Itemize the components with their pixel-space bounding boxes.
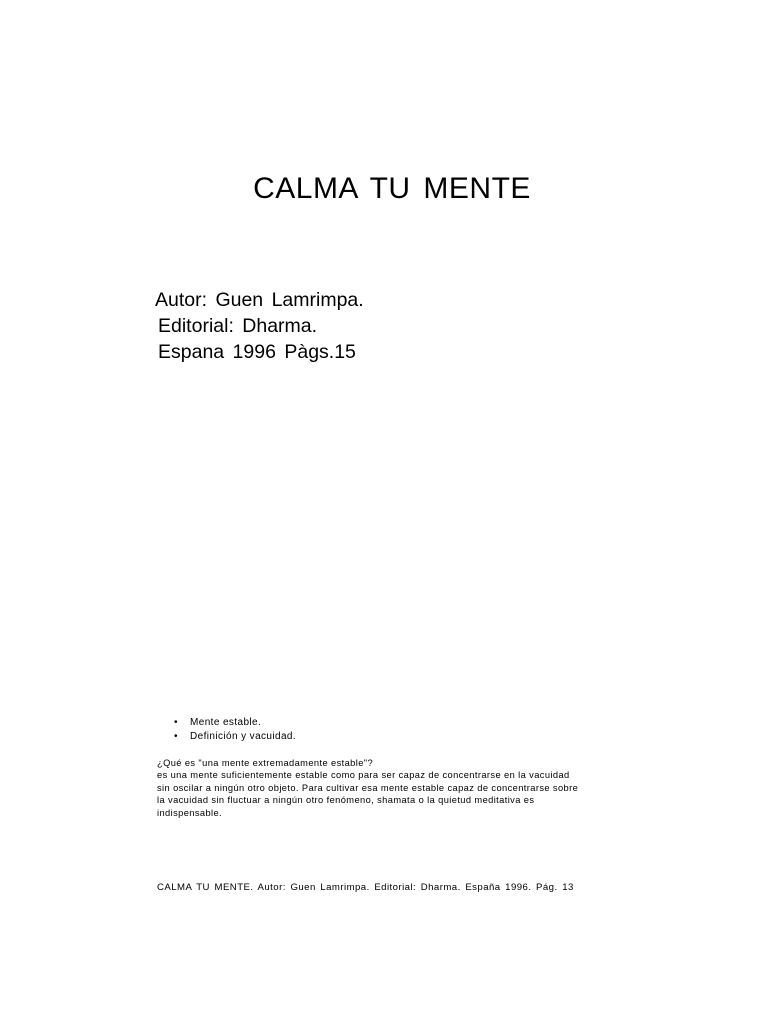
- list-item: [174, 730, 296, 744]
- publisher-line: Editorial: Dharma.: [158, 315, 318, 337]
- bullet-icon: •: [174, 731, 178, 742]
- author-line: Autor: Guen Lamrimpa.: [155, 289, 364, 311]
- list-item-text: Definición y vacuidad.: [190, 731, 297, 742]
- bullet-list: [174, 716, 296, 744]
- list-item: [174, 716, 296, 730]
- edition-line: Espana 1996 Pàgs.15: [158, 341, 356, 363]
- body-line: indispensable.: [157, 807, 223, 818]
- question-line: ¿Qué es "una mente extremadamente estable"?: [157, 758, 374, 768]
- document-title: CALMA TU MENTE: [253, 172, 531, 205]
- list-item-text: Mente estable.: [190, 717, 262, 728]
- body-line: sin oscilar a ningún otro objeto. Para cultivar esa mente estable capaz de concentrarse sobre: [157, 782, 579, 793]
- body-line: la vacuidad sin fluctuar a ningún otro fenómeno, shamata o la quietud meditativa es: [157, 795, 535, 806]
- citation-footer: CALMA TU MENTE. Autor: Guen Lamrimpa. Editorial: Dharma. España 1996. Pág. 13: [157, 882, 574, 893]
- body-line: es una mente suficientemente estable como para ser capaz de concentrarse en la vacuidad: [157, 770, 570, 781]
- bullet-icon: •: [174, 717, 178, 728]
- body-paragraph: [157, 757, 617, 819]
